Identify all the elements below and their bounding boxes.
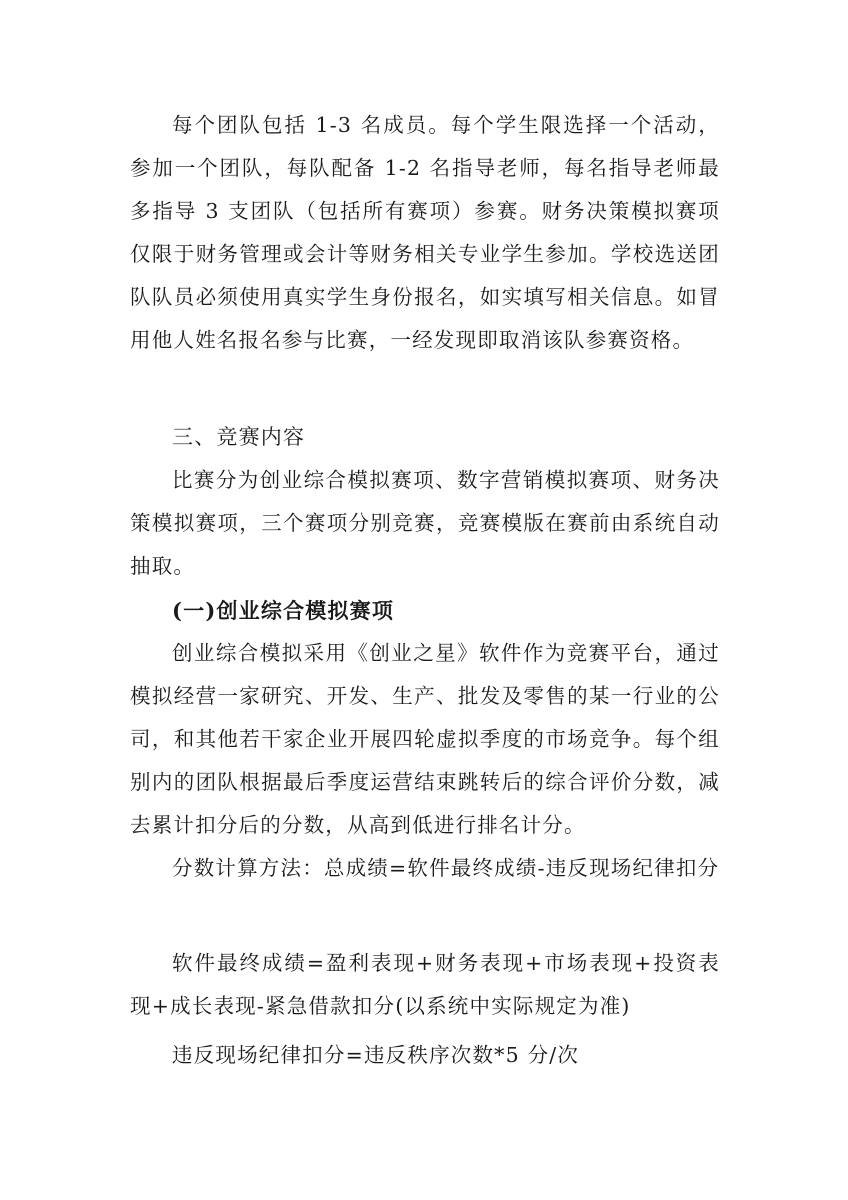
paragraph-entrepreneurship-description: 创业综合模拟采用《创业之星》软件作为竞赛平台，通过模拟经营一家研究、开发、生产、批发及零售的某一行业的公司，和其他若干家企业开展四轮虚拟季度的市场竞争。每个组别内的团队根据最后季度运营结束跳转后的综合评价分数，减去累计扣分后的分数，从高到低进行排名计分。 [130,641,720,837]
subsection-heading-entrepreneurship: (一)创业综合模拟赛项 [172,598,395,623]
section-heading-competition-content: 三、竞赛内容 [172,425,306,449]
paragraph-score-method: 分数计算方法：总成绩=软件最终成绩-违反现场纪律扣分 [172,856,720,880]
paragraph-discipline-deduction: 违反现场纪律扣分=违反秩序次数*5 分/次 [172,1043,580,1067]
paragraph-competition-overview: 比赛分为创业综合模拟赛项、数字营销模拟赛项、财务决策模拟赛项，三个赛项分别竞赛，竞赛模版在赛前由系统自动抽取。 [130,468,720,578]
paragraph-team-rules: 每个团队包括 1-3 名成员。每个学生限选择一个活动，参加一个团队，每队配备 1-2 名指导老师，每名指导老师最多指导 3 支团队（包括所有赛项）参赛。财务决策模拟赛项仅限于财务管理或会计等财务相关专业学生参加。学校选送团队队员必须使用真实学生身份报名，如实填写相关信息。如冒用他人姓名报名参与比赛，一经发现即取消该队参赛资格。 [130,113,720,352]
paragraph-software-score: 软件最终成绩=盈利表现+财务表现+市场表现+投资表现+成长表现-紧急借款扣分(以系统中实际规定为准) [130,951,720,1018]
